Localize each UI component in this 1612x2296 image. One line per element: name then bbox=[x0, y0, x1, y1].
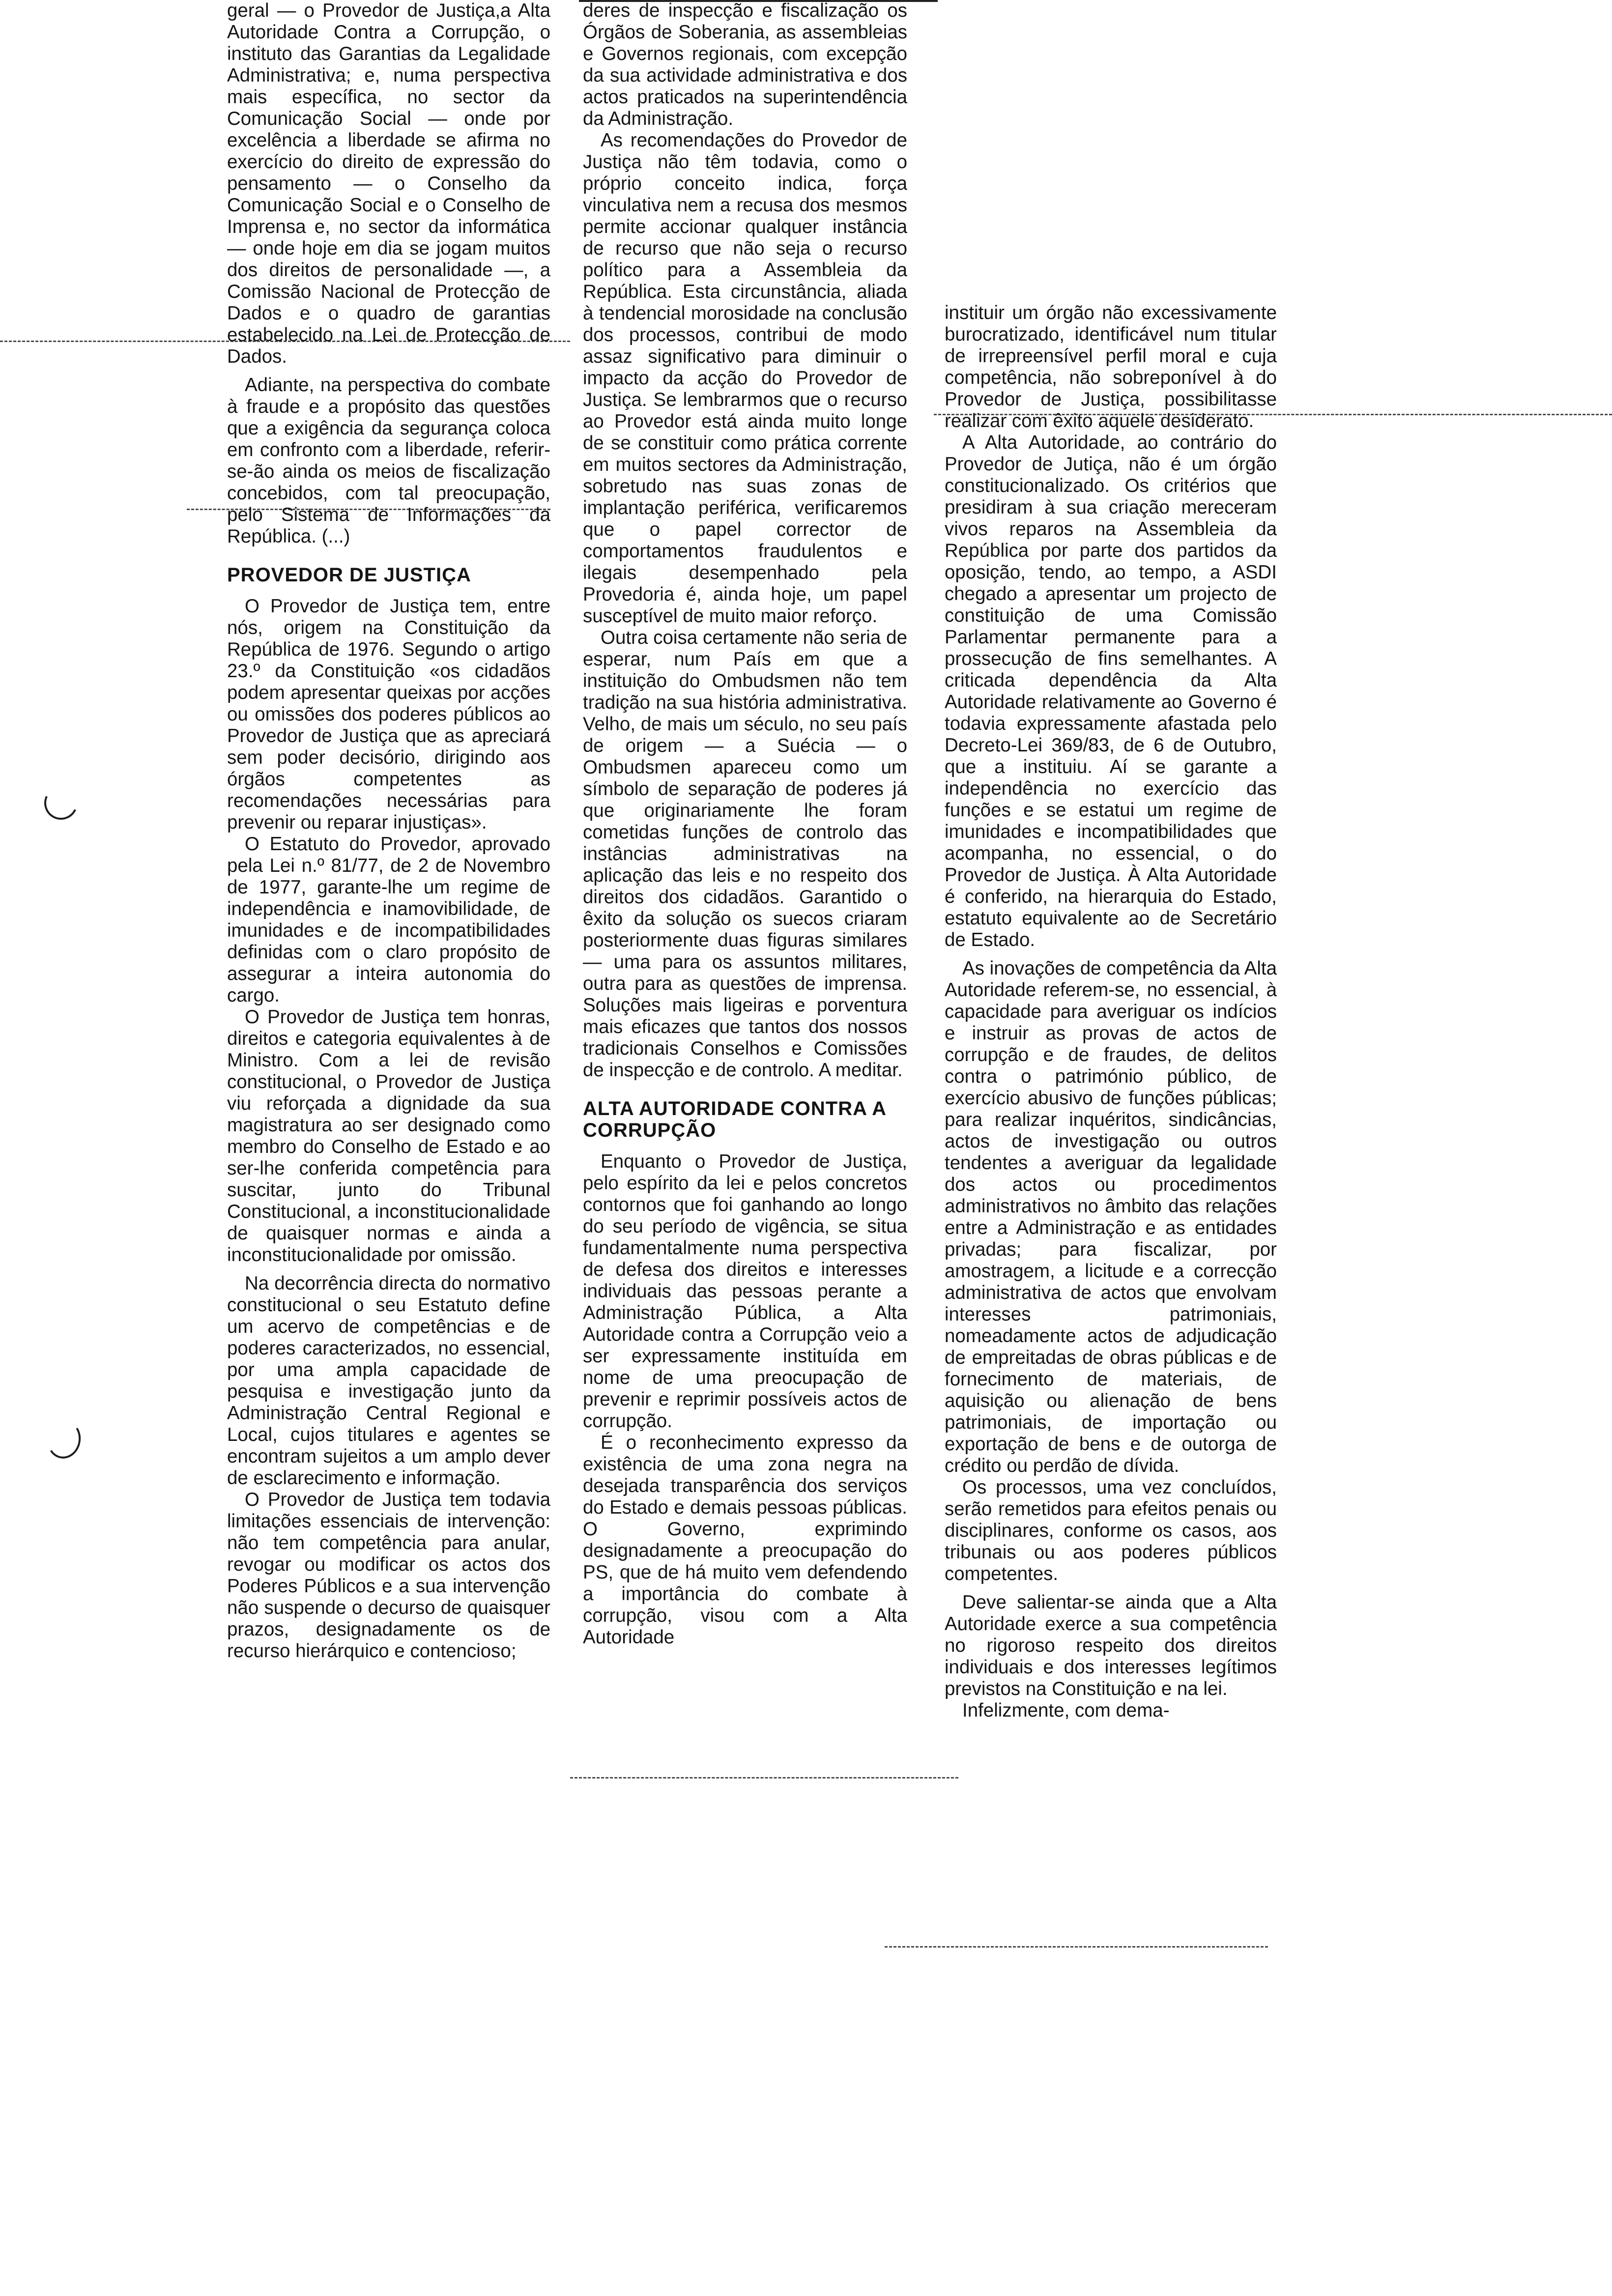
article-column-3 bbox=[945, 302, 1277, 1722]
paragraph: O Estatuto do Provedor, aprovado pela Lei n.º 81/77, de 2 de Novembro de 1977, garante-lhe um regime de independência e inamovibilidade, de imunidades e de incompatibilidades definidas com o claro propósito de assegurar a inteira autonomia do cargo. bbox=[227, 833, 550, 1006]
paragraph: geral — o Provedor de Justiça,a Alta Autoridade Contra a Corrupção, o instituto das Garantias da Legalidade Administrativa; e, numa perspectiva mais específica, no sector da Comunicação Social — onde por excelência a liberdade se afirma no exercício do direito de expressão do pensamento — o Conselho da Comunicação Social e o Conselho de Imprensa e, no sector da informática — onde hoje em dia se jogam muitos dos direitos de personalidade —, a Comissão Nacional de Protecção de Dados e o quadro de garantias estabelecido na Lei de Protecção de Dados. bbox=[227, 0, 550, 367]
paragraph: Na decorrência directa do normativo constitucional o seu Estatuto define um acervo de competências e de poderes caracterizados, no essencial, por uma ampla capacidade de pesquisa e investigação junto da Administração Central Regional e Local, cujos titulares e agentes se encontram sujeitos a um amplo dever de esclarecimento e informação. bbox=[227, 1273, 550, 1489]
binder-hole-mark bbox=[39, 781, 82, 824]
section-heading-alta-autoridade: ALTA AUTORIDADE CONTRA A CORRUPÇÃO bbox=[583, 1098, 886, 1141]
fold-line bbox=[885, 1946, 1268, 1948]
paragraph: Os processos, uma vez concluídos, serão remetidos para efeitos penais ou disciplinares, conforme os casos, aos tribunais ou aos poderes públicos competentes. bbox=[945, 1477, 1277, 1584]
paragraph: Deve salientar-se ainda que a Alta Autoridade exerce a sua competência no rigoroso respeito dos direitos individuais e dos interesses legítimos previstos na Constituição e na lei. bbox=[945, 1592, 1277, 1699]
binder-hole-mark bbox=[44, 1418, 84, 1462]
paragraph: Infelizmente, com dema- bbox=[962, 1700, 1170, 1721]
section-heading-provedor: PROVEDOR DE JUSTIÇA bbox=[227, 564, 471, 586]
paragraph: Enquanto o Provedor de Justiça, pelo espírito da lei e pelos concretos contornos que foi ganhando ao longo do seu período de vigência, se situa fundamentalmente numa perspectiva de defesa dos direitos e interesses individuais das pessoas perante a Administração Pública, a Alta Autoridade contra a Corrupção veio a ser expressamente instituída em nome de uma preocupação de prevenir e reprimir possíveis actos de corrupção. bbox=[583, 1151, 907, 1432]
paragraph: O Provedor de Justiça tem, entre nós, origem na Constituição da República de 1976. Segundo o artigo 23.º da Constituição «os cidadãos podem apresentar queixas por acções ou omissões dos poderes públicos ao Provedor de Justiça que as apreciará sem poder decisório, dirigindo aos órgãos competentes as recomendações necessárias para prevenir ou reparar injustiças». bbox=[227, 596, 550, 833]
paragraph: instituir um órgão não excessivamente burocratizado, identificável num titular de irrepreensível perfil moral e cuja competência, não sobreponível à do Provedor de Justiça, possibilitasse realizar com êxito aquele desiderato. bbox=[945, 302, 1277, 431]
article-column-1 bbox=[227, 0, 550, 1662]
paragraph: A Alta Autoridade, ao contrário do Provedor de Jutiça, não é um órgão constitucionalizado. Os critérios que presidiram à sua criação mereceram vivos reparos na Assembleia da República por parte dos partidos da oposição, tendo, ao tempo, a ASDI chegado a apresentar um projecto de constituição de uma Comissão Parlamentar permanente para a prossecução de fins semelhantes. A criticada dependência da Alta Autoridade relativamente ao Governo é todavia expressamente afastada pelo Decreto-Lei 369/83, de 6 de Outubro, que a instituiu. Aí se garante a independência no exercício das funções e se estatui um regime de imunidades e incompatibilidades que acompanha, no essencial, o do Provedor de Justiça. À Alta Autoridade é conferido, na hierarquia do Estado, estatuto equivalente ao de Secretário de Estado. bbox=[945, 432, 1277, 950]
fold-line bbox=[570, 1777, 958, 1779]
paragraph: deres de inspecção e fiscalização os Órgãos de Soberania, as assembleias e Governos regionais, com excepção da sua actividade administrativa e dos actos praticados na superintendência da Administração. bbox=[583, 0, 907, 129]
paragraph: O Provedor de Justiça tem honras, direitos e categoria equivalentes à de Ministro. Com a lei de revisão constitucional, o Provedor de Justiça viu reforçada a dignidade da sua magistratura ao ser designado como membro do Conselho de Estado e ao ser-lhe conferida competência para suscitar, junto do Tribunal Constitucional, a inconstitucionalidade de quaisquer normas e ainda a inconstitucionalidade por omissão. bbox=[227, 1006, 550, 1265]
paragraph: As recomendações do Provedor de Justiça não têm todavia, como o próprio conceito indica, força vinculativa nem a recusa dos mesmos permite accionar qualquer instância de recurso que não seja o recurso político para a Assembleia da República. Esta circunstância, aliada à tendencial morosidade na conclusão dos processos, contribui de modo assaz significativo para diminuir o impacto da acção do Provedor de Justiça. Se lembrarmos que o recurso ao Provedor está ainda muito longe de se constituir como prática corrente em muitos sectores da Administração, sobretudo nas suas zonas de implantação periférica, verificaremos que o papel corrector de comportamentos fraudulentos e ilegais desempenhado pela Provedoria é, ainda hoje, um papel susceptível de muito maior reforço. bbox=[583, 130, 907, 627]
paragraph: Outra coisa certamente não seria de esperar, num País em que a instituição do Ombudsmen não tem tradição na sua história administrativa. Velho, de mais um século, no seu país de origem — a Suécia — o Ombudsmen apareceu como um símbolo de separação de poderes já que originariamente lhe foram cometidas funções de controlo das instâncias administrativas na aplicação das leis e no respeito dos direitos dos cidadãos. Garantido o êxito da solução os suecos criaram posteriormente duas figuras similares — uma para os assuntos militares, outra para as questões de imprensa. Soluções mais ligeiras e porventura mais eficazes que tantos dos nossos tradicionais Conselhos e Comissões de inspecção e de controlo. A meditar. bbox=[583, 627, 907, 1081]
paragraph: Adiante, na perspectiva do combate à fraude e a propósito das questões que a exigência da segurança coloca em confronto com a liberdade, referir-se-ão ainda os meios de fiscalização concebidos, com tal preocupação, pelo Sistema de Informações da República. (...) bbox=[227, 374, 550, 547]
paragraph: As inovações de competência da Alta Autoridade referem-se, no essencial, à capacidade para averiguar os indícios e instruir as provas de actos de corrupção e de fraudes, de delitos contra o património público, de exercício abusivo de funções públicas; para realizar inquéritos, sindicâncias, actos de investigação ou outros tendentes a averiguar da legalidade dos actos ou procedimentos administrativos no âmbito das relações entre a Administração e as entidades privadas; para fiscalizar, por amostragem, a licitude e a correcção administrativa de actos que envolvam interesses patrimoniais, nomeadamente actos de adjudicação de empreitadas de obras públicas e de fornecimento de materiais, de aquisição ou alienação de bens patrimoniais, de importação ou exportação de bens e de outorga de crédito ou perdão de dívida. bbox=[945, 958, 1277, 1476]
paragraph: É o reconhecimento expresso da existência de uma zona negra na desejada transparência dos serviços do Estado e demais pessoas públicas. O Governo, exprimindo designadamente a preocupação do PS, que de há muito vem defendendo a importância do combate à corrupção, visou com a Alta Autoridade bbox=[583, 1432, 907, 1648]
article-column-2 bbox=[583, 0, 907, 1648]
paragraph: O Provedor de Justiça tem todavia limitações essenciais de intervenção: não tem competência para anular, revogar ou modificar os actos dos Poderes Públicos e a sua intervenção não suspende o decurso de quaisquer prazos, designadamente os de recurso hierárquico e contencioso; bbox=[227, 1489, 550, 1662]
